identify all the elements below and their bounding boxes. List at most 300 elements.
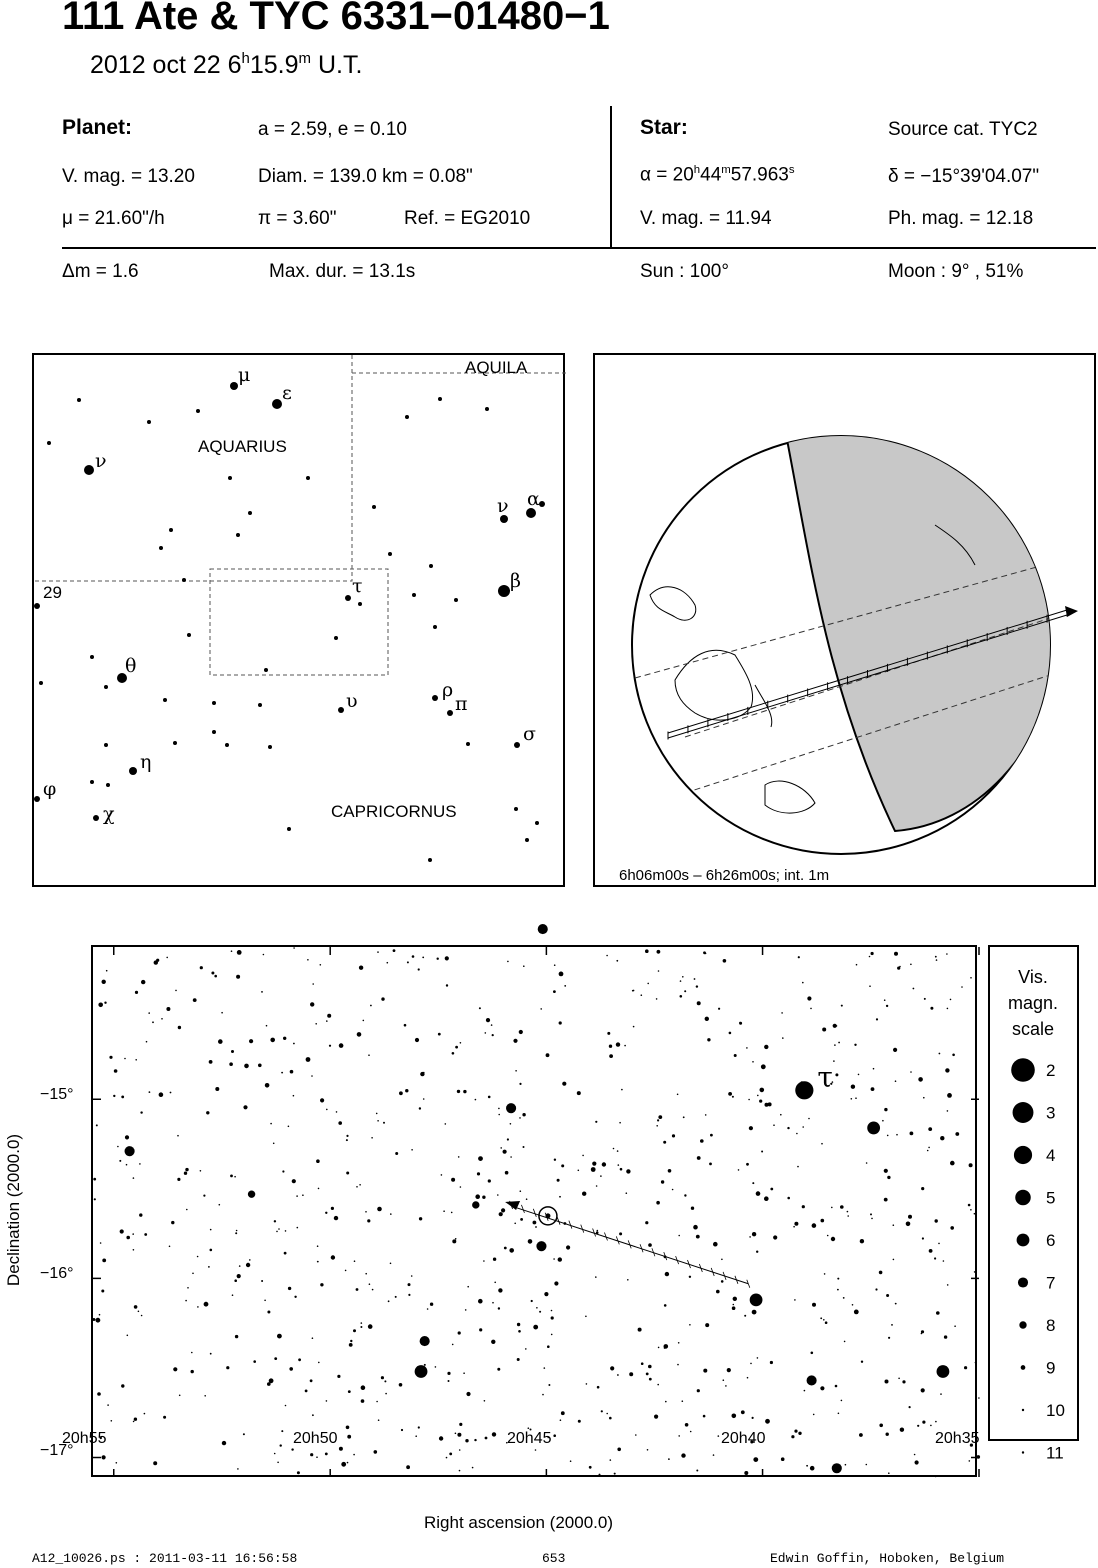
field-star xyxy=(184,1172,187,1175)
field-star xyxy=(672,1134,675,1137)
finder-star xyxy=(498,585,510,597)
finder-star xyxy=(84,465,94,475)
field-star xyxy=(485,1437,488,1440)
field-star xyxy=(658,1347,660,1349)
finder-star xyxy=(187,633,191,637)
field-star xyxy=(281,1072,283,1074)
planet-reference: Ref. = EG2010 xyxy=(404,208,531,229)
aquila-label: AQUILA xyxy=(465,358,528,377)
field-star xyxy=(100,1242,102,1244)
field-star xyxy=(879,1424,883,1428)
field-star xyxy=(94,1198,96,1200)
field-star xyxy=(465,1309,467,1311)
field-star xyxy=(729,1032,732,1035)
max-duration: Max. dur. = 13.1s xyxy=(269,261,416,282)
field-star xyxy=(297,1471,300,1474)
field-star xyxy=(206,1111,209,1114)
field-star xyxy=(365,1211,367,1213)
field-star xyxy=(455,1433,457,1435)
field-star xyxy=(657,1119,659,1121)
field-star xyxy=(418,968,420,970)
field-star xyxy=(446,984,448,986)
field-star xyxy=(710,1134,713,1137)
field-star xyxy=(399,1091,403,1095)
track-tick xyxy=(533,1209,536,1217)
field-star xyxy=(856,964,858,966)
field-star xyxy=(739,1022,741,1024)
field-star xyxy=(554,1281,558,1285)
field-star xyxy=(741,1410,745,1414)
field-star xyxy=(597,1230,599,1232)
field-star xyxy=(230,1175,233,1178)
field-star xyxy=(705,1323,709,1327)
field-star xyxy=(787,1127,789,1129)
field-star xyxy=(96,1318,101,1323)
field-star xyxy=(346,1426,350,1430)
field-star xyxy=(559,972,564,977)
y-tick-label: −17° xyxy=(40,1442,74,1459)
field-star xyxy=(166,957,168,959)
field-star xyxy=(388,1300,390,1302)
field-star xyxy=(126,1164,128,1166)
field-star xyxy=(369,1283,371,1285)
legend-label: 6 xyxy=(1046,1231,1056,1250)
magnitude-legend xyxy=(988,945,1079,1463)
field-star xyxy=(367,1219,370,1222)
field-star xyxy=(177,1178,180,1181)
field-star xyxy=(311,1075,313,1077)
field-star xyxy=(796,1133,798,1135)
field-star xyxy=(696,985,698,987)
field-star xyxy=(761,1151,763,1153)
greek-epsilon: ε xyxy=(282,382,292,404)
field-star xyxy=(781,1457,785,1461)
field-star xyxy=(886,1005,888,1007)
field-star xyxy=(498,1108,500,1110)
planet-heading: Planet: xyxy=(62,116,133,139)
legend-swatch xyxy=(1022,1451,1024,1453)
field-star xyxy=(887,1135,889,1137)
field-star xyxy=(378,1419,380,1421)
finder-star xyxy=(388,552,392,556)
field-star xyxy=(934,1257,936,1259)
field-star xyxy=(360,1326,362,1328)
field-star xyxy=(807,996,811,1000)
field-star xyxy=(237,950,242,955)
field-star xyxy=(124,1058,126,1060)
field-star xyxy=(748,1099,750,1101)
field-star xyxy=(148,1012,150,1014)
field-star xyxy=(253,1360,256,1363)
field-star xyxy=(144,1413,146,1415)
field-star xyxy=(836,1025,838,1027)
field-star xyxy=(377,951,379,953)
field-star xyxy=(445,1123,447,1125)
field-star xyxy=(950,999,952,1001)
greek-mu: μ xyxy=(238,364,251,386)
field-star xyxy=(871,952,874,955)
field-star xyxy=(244,1064,249,1069)
field-star xyxy=(859,1433,863,1437)
field-star xyxy=(498,1288,502,1292)
field-star xyxy=(609,1054,613,1058)
field-star xyxy=(261,991,263,993)
field-star xyxy=(370,1005,372,1007)
field-star xyxy=(893,1048,897,1052)
field-star xyxy=(197,1306,199,1308)
field-star xyxy=(577,1091,581,1095)
field-star xyxy=(852,1304,854,1306)
x-axis-title: Right ascension (2000.0) xyxy=(424,1513,614,1532)
field-star xyxy=(718,1008,720,1010)
field-star xyxy=(633,1026,635,1028)
field-star xyxy=(270,1038,275,1043)
field-star xyxy=(732,1306,736,1310)
finder-star xyxy=(236,533,240,537)
field-star xyxy=(871,1218,873,1220)
field-star xyxy=(806,1465,808,1467)
field-star xyxy=(491,1024,493,1026)
field-star xyxy=(553,990,556,993)
field-star xyxy=(320,1098,324,1102)
field-star xyxy=(387,962,389,964)
field-star xyxy=(624,1045,626,1047)
field-star xyxy=(940,1393,942,1395)
field-star xyxy=(929,1249,933,1253)
field-star xyxy=(125,1135,129,1139)
field-star xyxy=(472,1467,474,1469)
field-star xyxy=(226,1366,229,1369)
field-star xyxy=(393,949,396,952)
direction-arrow xyxy=(1065,606,1078,617)
field-star xyxy=(728,1092,732,1096)
finder-star xyxy=(412,593,416,597)
finder-star xyxy=(147,420,151,424)
field-star xyxy=(210,1229,212,1231)
finder-star xyxy=(90,655,94,659)
field-star xyxy=(159,1092,164,1097)
field-star xyxy=(601,1410,603,1412)
field-star xyxy=(327,1014,331,1018)
field-star xyxy=(626,1192,628,1194)
field-star xyxy=(97,1392,101,1396)
field-star xyxy=(705,1017,709,1021)
finder-star xyxy=(272,399,282,409)
field-star xyxy=(661,1180,664,1183)
finder-star xyxy=(405,415,409,419)
field-star xyxy=(126,1236,130,1240)
field-star xyxy=(399,1383,403,1387)
field-star xyxy=(208,1266,210,1268)
field-star xyxy=(109,1056,112,1059)
field-star xyxy=(191,1352,193,1354)
field-star xyxy=(910,964,912,966)
field-star xyxy=(249,1259,251,1261)
field-star xyxy=(838,1413,840,1415)
field-star xyxy=(334,1216,338,1220)
field-star xyxy=(952,1054,955,1057)
field-star xyxy=(645,949,649,953)
field-star xyxy=(520,1190,522,1192)
field-star xyxy=(616,1042,620,1046)
field-star xyxy=(144,1233,147,1236)
footer-page: 653 xyxy=(542,1551,566,1566)
field-star xyxy=(501,1208,505,1212)
field-star xyxy=(452,1239,456,1243)
field-star xyxy=(752,1310,757,1315)
field-star xyxy=(794,1299,796,1301)
field-star xyxy=(690,1431,692,1433)
field-star xyxy=(395,1152,398,1155)
field-star xyxy=(732,1096,734,1098)
field-star xyxy=(917,1425,919,1427)
field-star xyxy=(310,1002,314,1006)
field-star xyxy=(944,1335,947,1338)
field-star xyxy=(680,980,682,982)
finder-star xyxy=(77,398,81,402)
field-star xyxy=(519,1117,521,1119)
field-star xyxy=(284,1252,287,1255)
field-star xyxy=(475,1099,477,1101)
field-star xyxy=(564,985,566,987)
field-star xyxy=(203,1195,205,1197)
finder-star xyxy=(268,745,272,749)
field-star xyxy=(664,1347,666,1349)
field-star xyxy=(455,1046,458,1049)
field-star xyxy=(288,1287,291,1290)
field-star xyxy=(782,1037,784,1039)
field-star xyxy=(945,1068,949,1072)
field-star xyxy=(802,1205,805,1208)
field-star xyxy=(218,1039,223,1044)
field-star xyxy=(977,1455,981,1459)
field-star xyxy=(914,1454,916,1456)
field-star xyxy=(888,1337,890,1339)
field-star xyxy=(678,1235,680,1237)
field-star xyxy=(844,1341,846,1343)
field-star xyxy=(895,1080,897,1082)
field-star xyxy=(595,1121,597,1123)
field-star xyxy=(870,1213,872,1215)
field-star xyxy=(141,980,145,984)
field-star xyxy=(875,1288,877,1290)
field-star xyxy=(96,1124,98,1126)
field-star xyxy=(267,1311,270,1314)
field-star xyxy=(968,1204,971,1207)
field-star xyxy=(620,1168,623,1171)
field-star xyxy=(561,1164,564,1167)
field-star xyxy=(677,1364,679,1366)
legend-label: 7 xyxy=(1046,1273,1056,1293)
field-star xyxy=(744,1315,746,1317)
field-star xyxy=(727,1368,731,1372)
legend-swatch xyxy=(1011,1058,1035,1082)
field-star xyxy=(270,1123,272,1125)
field-star xyxy=(780,1114,782,1116)
field-star xyxy=(210,1353,212,1355)
field-star xyxy=(648,1365,652,1369)
field-star xyxy=(497,1194,499,1196)
field-star xyxy=(411,1275,413,1277)
field-star xyxy=(947,1110,949,1112)
field-star xyxy=(544,1292,548,1296)
field-star xyxy=(443,1210,445,1212)
field-star xyxy=(339,1043,344,1048)
field-star xyxy=(507,1138,509,1140)
field-star xyxy=(515,1070,517,1072)
field-star xyxy=(811,1352,814,1355)
field-star xyxy=(898,1378,900,1380)
field-star xyxy=(305,1390,308,1393)
field-star xyxy=(346,1135,348,1137)
field-star xyxy=(744,1471,748,1475)
footer-file: A12_10026.ps : 2011-03-11 16:56:58 xyxy=(32,1551,298,1566)
field-star xyxy=(237,1468,239,1470)
field-star xyxy=(797,1166,799,1168)
field-star xyxy=(411,1149,413,1151)
field-star xyxy=(209,1060,213,1064)
finder-star xyxy=(34,603,40,609)
field-star xyxy=(438,1033,441,1036)
field-star xyxy=(570,1460,572,1462)
bright-star xyxy=(937,1365,950,1378)
field-star xyxy=(749,1236,751,1238)
field-star xyxy=(855,1097,857,1099)
field-star xyxy=(668,1458,670,1460)
field-star xyxy=(134,1305,138,1309)
field-star xyxy=(888,1472,890,1474)
field-star xyxy=(838,1042,840,1044)
field-star xyxy=(930,1425,932,1427)
field-star xyxy=(243,1433,245,1435)
field-star xyxy=(974,1271,976,1273)
field-star xyxy=(657,1384,659,1386)
field-star xyxy=(498,1307,500,1309)
field-star xyxy=(276,1231,278,1233)
field-star xyxy=(947,1093,952,1098)
field-star xyxy=(884,1108,887,1111)
field-star xyxy=(135,1059,137,1061)
finder-star xyxy=(485,407,489,411)
field-star xyxy=(492,1034,494,1036)
capricornus-label: CAPRICORNUS xyxy=(331,802,457,821)
field-star xyxy=(234,1279,237,1282)
finder-star xyxy=(129,767,137,775)
y-tick-label: −16° xyxy=(40,1265,74,1282)
finder-star xyxy=(428,858,432,862)
field-star xyxy=(935,956,937,958)
field-star xyxy=(770,1361,773,1364)
field-star xyxy=(707,1038,710,1041)
field-star xyxy=(560,1419,562,1421)
field-star xyxy=(459,1423,462,1426)
x-tick-label: 20h40 xyxy=(721,1430,766,1447)
field-star xyxy=(430,1303,433,1306)
field-star xyxy=(320,1283,323,1286)
field-star xyxy=(302,1194,304,1196)
detail-chart xyxy=(91,945,977,1477)
field-star xyxy=(909,1406,911,1408)
field-star xyxy=(282,1170,284,1172)
greek-sigma: σ xyxy=(523,723,536,745)
bright-star xyxy=(506,1103,516,1113)
field-star xyxy=(504,1247,507,1250)
field-star xyxy=(346,1172,349,1175)
field-star xyxy=(350,1340,352,1342)
field-star xyxy=(404,1024,407,1027)
field-star xyxy=(499,1212,503,1216)
field-star xyxy=(294,1296,296,1298)
finder-star xyxy=(514,807,518,811)
field-star xyxy=(705,953,707,955)
field-star xyxy=(921,1388,925,1392)
bright-star xyxy=(795,1081,813,1099)
field-star xyxy=(894,952,898,956)
field-star xyxy=(361,1399,365,1403)
field-star xyxy=(678,1342,680,1344)
field-star xyxy=(854,1044,856,1046)
field-star xyxy=(547,1345,550,1348)
field-star xyxy=(578,1170,580,1172)
field-star xyxy=(345,1270,347,1272)
field-star xyxy=(297,1227,299,1229)
field-star xyxy=(876,1018,878,1020)
field-star xyxy=(935,1475,937,1477)
field-star xyxy=(192,1273,194,1275)
field-star xyxy=(733,1297,737,1301)
field-star xyxy=(459,1470,461,1472)
field-star xyxy=(665,1272,669,1276)
greek-theta: θ xyxy=(125,655,137,677)
field-star xyxy=(510,1156,512,1158)
field-star xyxy=(589,1466,592,1469)
field-star xyxy=(703,1415,706,1418)
field-star xyxy=(365,1273,367,1275)
field-star xyxy=(197,1256,199,1258)
field-star xyxy=(460,1042,462,1044)
field-star xyxy=(478,1156,483,1161)
field-star xyxy=(851,1085,855,1089)
legend-title-3: scale xyxy=(1011,1019,1055,1039)
field-star xyxy=(821,1143,823,1145)
field-star xyxy=(460,1186,462,1188)
field-star xyxy=(494,1282,496,1284)
field-star xyxy=(716,1290,720,1294)
field-star xyxy=(315,1023,317,1025)
field-star xyxy=(200,966,203,969)
field-star xyxy=(825,1321,828,1324)
bright-star xyxy=(832,1463,842,1473)
field-star xyxy=(928,1127,932,1131)
field-star xyxy=(559,1196,561,1198)
field-star xyxy=(517,1358,520,1361)
greek-nu-left: ν xyxy=(95,450,107,472)
field-star xyxy=(500,1147,502,1149)
field-star xyxy=(753,1457,758,1462)
field-star xyxy=(566,1245,570,1249)
field-star xyxy=(92,1318,95,1321)
finder-star xyxy=(212,701,216,705)
field-star xyxy=(681,1453,685,1457)
field-star xyxy=(746,1163,749,1166)
finder-star xyxy=(228,476,232,480)
field-star xyxy=(831,1207,833,1209)
field-star xyxy=(791,1435,794,1438)
field-star xyxy=(787,1197,790,1200)
tau-label: τ xyxy=(817,1060,833,1094)
field-star xyxy=(306,1057,311,1062)
field-star xyxy=(703,1369,707,1373)
